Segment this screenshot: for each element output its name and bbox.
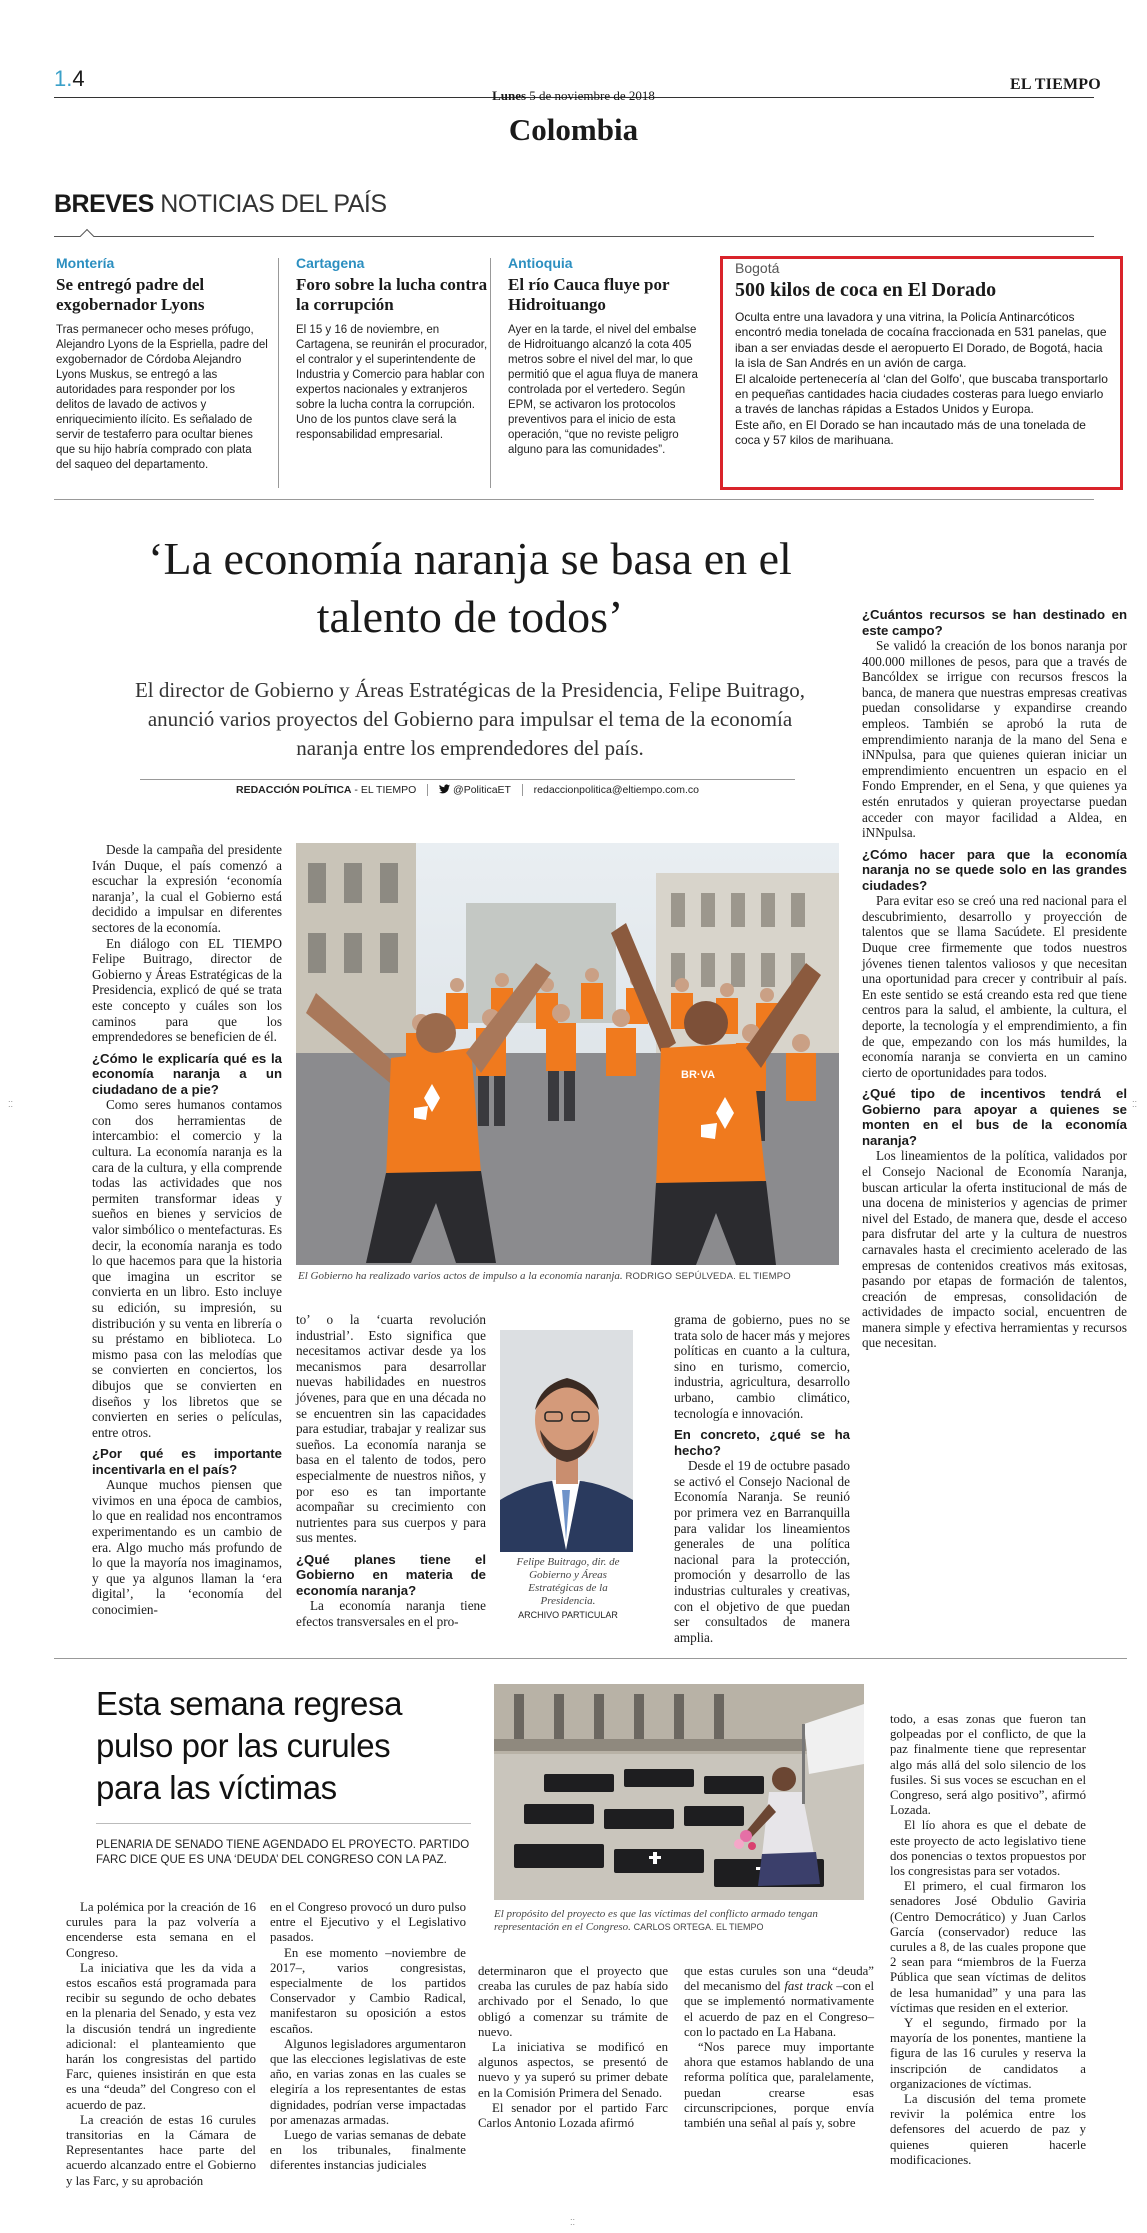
interview-question: ¿Qué planes tiene el Gobierno en materia de economía naranja?: [296, 1551, 486, 1598]
author-email[interactable]: redaccionpolitica@eltiempo.com.co: [533, 784, 699, 796]
article-column-3: grama de gobierno, pues no se trata solo de hacer más y mejores políticas en cuanto a la cultura, sino en turismo, comercio, industria, agricultura, desarrollo urbano, cambio climático, tecnología e innovación. En concreto, ¿qué se ha hecho? Desde el 19 de octubre pasado se activó el Consejo Nacional de Economía Naranja. Se reunió por primera vez en Barranquilla para validar los lineamientos generales de una política nacional para la protección, promoción y desarrollo de las industrias culturales y creativas, con el objetivo de que puedan ser consultados de manera amplia.: [674, 1312, 850, 1645]
deck-rule: [96, 1823, 471, 1824]
article2-column-5: todo, a esas zonas que fueron tan golpeadas por el conflicto, de que la paz finalmente tiene que representar algo más allá del solo silencio de los fusiles. Si sus voces se escuchan en el Congreso, será algo positivo”, afirmó Lozada. El lío ahora es que el debate de este proyecto de acto legislativo tiene dos ponencias o textos propuestos por los congresistas para ser votados. El primero, el cual firmaron los senadores José Obdulio Gaviria (Centro Democrático) y Juan Carlos García (conservador) reduce las curules a 8, de las cuales propone que 2 sean para “miembros de la Fuerza Pública que sean víctimas de delitos de lesa humanidad” y una para las víctimas que residen en el exterior. Y el segundo, firmado por la mayoría de los ponentes, mantiene la figura de las 16 curules y reserva la inscripción de candidatos a organizaciones de víctimas. La discusión del tema promete revivir la polémica entre los defensores del acuerdo de paz y quienes quieren hacerle modificaciones.: [890, 1712, 1086, 2167]
photo-economia-naranja: [296, 843, 839, 1265]
interview-question: ¿Por qué es importante incentivarla en el país?: [92, 1446, 282, 1477]
photo-caption: El Gobierno ha realizado varios actos de impulso a la economía naranja. RODRIGO SEPÚLVEDA. EL TIEMPO: [298, 1270, 791, 1282]
article-headline: Esta semana regresa pulso por las curules para las víctimas: [96, 1685, 403, 1806]
article-deck: El director de Gobierno y Áreas Estratégicas de la Presidencia, Felipe Buitrago, anunció varios proyectos del Gobierno para impulsar el tema de la economía naranja entre los emprendedores del país.: [134, 678, 806, 760]
article2-column-4: que estas curules son una “deuda” del mecanismo del fast track –con el que se implementó normativamente el acuerdo de paz en el Congreso– con lo pactado en La Habana. “Nos parece muy importante ahora que estamos hablando de una reforma política que, paralelamente, puedan crearse esas circunscripciones, porque envía también una señal al país y, sobre: [684, 1964, 874, 2131]
twitter-icon: [439, 784, 450, 794]
brief-text: Tras permanecer ocho meses prófugo, Alejandro Lyons de la Espriella, padre del exgobernador de Córdoba Alejandro Lyons Muskus, se entregó a las autoridades para responder por los delitos de lavado de activos y enriquecimiento ilícito. Es señalado de servir de testaferro para ocultar bienes que su hijo habría comprado con plata del saqueo del departamento.: [56, 324, 268, 471]
brief-text: El 15 y 16 de noviembre, en Cartagena, se reunirán el procurador, el contralor y el superintendente de Industria y Comercio para hablar con expertos nacionales y extranjeros sobre la lucha contra la corrupción. Uno de los puntos clave será la responsabilidad empresarial.: [296, 324, 488, 441]
breves-title: BREVES NOTICIAS DEL PAÍS: [54, 190, 387, 218]
breves-notch: [80, 229, 94, 243]
twitter-handle[interactable]: @PoliticaET: [453, 784, 511, 796]
brief-place: Montería: [56, 255, 115, 271]
brief-place: Cartagena: [296, 255, 365, 271]
article-column-2: to’ o la ‘cuarta revolución industrial’. Esto significa que necesitamos activar desde ya los mecanismos para desarrollar nuevas habilidades en nuestros jóvenes, para que en una década no se encuentren sin las capacidades para estudiar, trabajar y realizar sus sueños. La economía naranja se basa en el talento de todos, pero especialmente de nuestros niños, y por eso es tan importante acompañar su crecimiento con nutrientes para sus cuerpos y para sus mentes. ¿Qué planes tiene el Gobierno en materia de economía naranja? La economía naranja tiene efectos transversales en el pro-: [296, 1312, 486, 1629]
brief-antioquia: [508, 255, 704, 458]
article-column-1: Desde la campaña del presidente Iván Duque, el país comenzó a escuchar la expresión ‘economía naranja’, la cual el Gobierno está decidido a impulsar en diferentes sectores de la economía. En diálogo con EL TIEMPO Felipe Buitrago, director de Gobierno y Áreas Estratégicas de la Presidencia, explicó de qué se trata este concepto y cuáles son los caminos para que los emprendedores se beneficien de él. ¿Cómo le explicaría qué es la economía naranja a un ciudadano de a pie? Como seres humanos contamos con dos herramientas de intercambio: el comercio y la cultura. La economía naranja es la cara de la cultura, y ella comprende todas las actividades que nos permiten transformar ideas y sueños en bienes y servicios de valor simbólico o mentefacturas. Es decir, la economía naranja es todo lo que hacemos para que la historia que imagina un escritor se convierta en un libro. Esto incluye su edición, su impresión, su distribución y su venta en librería o su préstamo en biblioteca. Lo mismo pasa con las melodías que se convierten en conciertos, los dibujos que se convierten en diseños y los libretos que se convierten en series o películas, entre otros. ¿Por qué es importante incentivarla en el país? Aunque muchos piensen que vivimos en una época de cambios, lo que en realidad nos encontramos experimentando es un cambio de era. Algo mucho más profundo de lo que la mayoría nos imaginamos, y que ya algunos llaman la ‘era digital’, la ‘economía del conocimien-: [92, 842, 282, 1618]
photo-caption: Felipe Buitrago, dir. de Gobierno y Áreas Estratégicas de la Presidencia. ARCHIVO PARTICULAR: [503, 1556, 633, 1622]
brief-place: Antioquia: [508, 255, 573, 271]
dateline: Lunes 5 de noviembre de 2018: [492, 88, 655, 103]
page-number: 1.4: [54, 66, 85, 91]
section-title: Colombia: [508, 112, 639, 147]
svg-text:BR·VA: BR·VA: [681, 1069, 716, 1081]
registration-mark: ⁚⁚: [8, 1100, 14, 1109]
interview-question: ¿Cuántos recursos se han destinado en este campo?: [862, 607, 1127, 638]
interview-question: ¿Cómo hacer para que la economía naranja no se quede solo en las grandes ciudades?: [862, 846, 1127, 893]
photo-credit: RODRIGO SEPÚLVEDA. EL TIEMPO: [625, 1271, 791, 1282]
section-rule: [54, 1658, 1127, 1659]
byline: REDACCIÓN POLÍTICA - EL TIEMPO @PoliticaET redaccionpolitica@eltiempo.com.co: [236, 784, 699, 796]
photo-credit: CARLOS ORTEGA. EL TIEMPO: [633, 1922, 764, 1932]
column-separator: [278, 258, 279, 488]
byline-rule: [140, 779, 795, 780]
photo-caption: El propósito del proyecto es que las víctimas del conflicto armado tengan representación en el Congreso. CARLOS ORTEGA. EL TIEMPO: [494, 1908, 818, 1933]
brief-text: Ayer en la tarde, el nivel del embalse de Hidroituango alcanzó la cota 405 metros sobre el nivel del mar, lo que permitió que el agua fluya de manera controlada por el vertedero. Según EPM, se activaron los protocolos preventivos para el inicio de esta operación, “que no reviste peligro alguno para las comunidades”.: [508, 324, 698, 456]
brief-headline: Foro sobre la lucha contra la corrupción: [296, 275, 488, 314]
interview-question: En concreto, ¿qué se ha hecho?: [674, 1427, 850, 1458]
article2-column-1: La polémica por la creación de 16 curules para la paz volvería a encenderse esta semana en el Congreso. La iniciativa que les da vida a estos escaños está programada para recibir su segundo de ocho debates en la plenaria del Senado, y esta vez la discusión tendrá un ingrediente adicional: el planteamiento que harán los congresistas del partido Farc, quienes insistirán en que esta es una “deuda” del Congreso con el acuerdo de paz. La creación de estas 16 curules transitorias en la Cámara de Representantes hace parte del acuerdo alcanzado entre el Gobierno y las Farc, y su aprobación: [66, 1900, 256, 2188]
article-deck: PLENARIA DE SENADO TIENE AGENDADO EL PROYECTO. PARTIDO FARC DICE QUE ES UNA ‘DEUDA’ DEL CONGRESO CON LA PAZ.: [96, 1839, 470, 1866]
brief-cartagena: [296, 255, 492, 443]
article-headline: ‘La economía naranja se basa en el talento de todos’: [148, 533, 792, 642]
newspaper-logo: EL TIEMPO: [1010, 76, 1101, 93]
registration-mark: ⁚⁚: [1132, 1100, 1138, 1109]
portrait-felipe-buitrago: [500, 1330, 633, 1552]
breves-rule: [54, 236, 1094, 237]
article-column-side: ¿Cuántos recursos se han destinado en este campo? Se validó la creación de los bonos naranja por 400.000 millones de pesos, para que a través de Bancóldex se irrigue con recursos frescos la banca, de manera que nuestras empresas creativas puedan consolidarse y expandirse creando empleos. También se aprobó la ruta de emprendimiento naranja de la mano del Sena e iNNpulsa, para que quienes quieran iniciar un emprendimiento encuentren un espacio en el Fondo Emprender, en el Sena, y que quienes ya estén enrutados y quieran proyectarse puedan acceder con mayor facilidad a Aldea, en iNNpulsa. ¿Cómo hacer para que la economía naranja no se quede solo en las grandes ciudades? Para evitar eso se creó una red nacional para el descubrimiento, desarrollo y proyección de talentos que se llama Sacúdete. El presidente Duque cree firmemente que todos nuestros jóvenes tienen talentos valiosos y que necesitan una oportunidad para crecer y contribuir al país. En este sentido se está creando esta red que tiene centros para la salud, el ambiente, la cultura, el deporte, la tecnología y el emprendimiento, a fin de que, empezando con los más humildes, la economía naranja se convierta en un camino cierto de oportunidades para todos. ¿Qué tipo de incentivos tendrá el Gobierno para apoyar a quienes se monten en el bus de la economía naranja? Los lineamientos de la política, validados por el Consejo Nacional de Economía Naranja, buscan articular la oferta institucional de más de una docena de ministerios y agencias de primer nivel del Estado, de manera que, desde el acceso para disfrutar del arte y la cultura de nuestros carnavales hasta el crecimiento acelerado de las empresas de contenidos creativos más exitosas, pasando por etapas de formación de talentos, creación de empresas, consolidación de actividades de impacto social, encuentren de manera simple y efectiva herramientas y recursos que necesitan.: [862, 607, 1127, 1351]
registration-mark: ⁚⁚: [570, 2218, 576, 2227]
article2-column-2: en el Congreso provocó un duro pulso entre el Ejecutivo y el Legislativo pasados. En ese momento –noviembre de 2017–, varios congresistas, especialmente de los partidos Conservador y Cambio Radical, manifestaron su oposición a estos escaños. Algunos legisladores argumentaron que las elecciones legislativas de este año, en varias zonas en las cuales se elegiría a los representantes de estas dignidades, podrían verse impactadas por amenazas armadas. Luego de varias semanas de debate en los tribunales, finalmente diferentes instancias judiciales: [270, 1900, 466, 2173]
brief-monteria: [56, 255, 270, 473]
article2-column-3: determinaron que el proyecto que creaba las curules de paz había sido archivado por el Senado, lo que obligó a comenzar su trámite de nuevo. La iniciativa se modificó en algunos aspectos, se presentó de nuevo y ya superó su primer debate en la Comisión Primera del Senado. El senador por el partido Farc Carlos Antonio Lozada afirmó: [478, 1964, 668, 2131]
photo-curules-victimas: [494, 1684, 864, 1900]
brief-bogota-highlighted: [720, 256, 1123, 490]
interview-question: ¿Qué tipo de incentivos tendrá el Gobierno para apoyar a quienes se monten en el bus de la economía naranja?: [862, 1086, 1127, 1148]
brief-headline: Se entregó padre del exgobernador Lyons: [56, 275, 205, 314]
brief-text: Oculta entre una lavadora y una vitrina, la Policía Antinarcóticos encontró media tonelada de cocaína fraccionada en 531 panelas, que iban a ser enviadas desde el aeropuerto El Dorado, de Bogotá, hacia la isla de San Andrés en un avión de carga. El alcaloide pertenecería al ‘clan del Golfo’, que buscaba transportarlo en pequeñas cantidades hacia ciudades costeras para luego enviarlo a través de lanchas rápidas a Estados Unidos y Europa. Este año, en El Dorado se han incautado más de una tonelada de coca y 57 kilos de marihuana.: [735, 310, 1108, 448]
column-separator: [490, 258, 491, 488]
brief-place: Bogotá: [735, 260, 780, 276]
brief-headline: El río Cauca fluye por Hidroituango: [508, 275, 670, 314]
brief-headline: 500 kilos de coca en El Dorado: [735, 279, 997, 301]
section-rule: [54, 499, 1094, 500]
interview-question: ¿Cómo le explicaría qué es la economía naranja a un ciudadano de a pie?: [92, 1050, 282, 1097]
photo-credit: ARCHIVO PARTICULAR: [518, 1610, 618, 1620]
